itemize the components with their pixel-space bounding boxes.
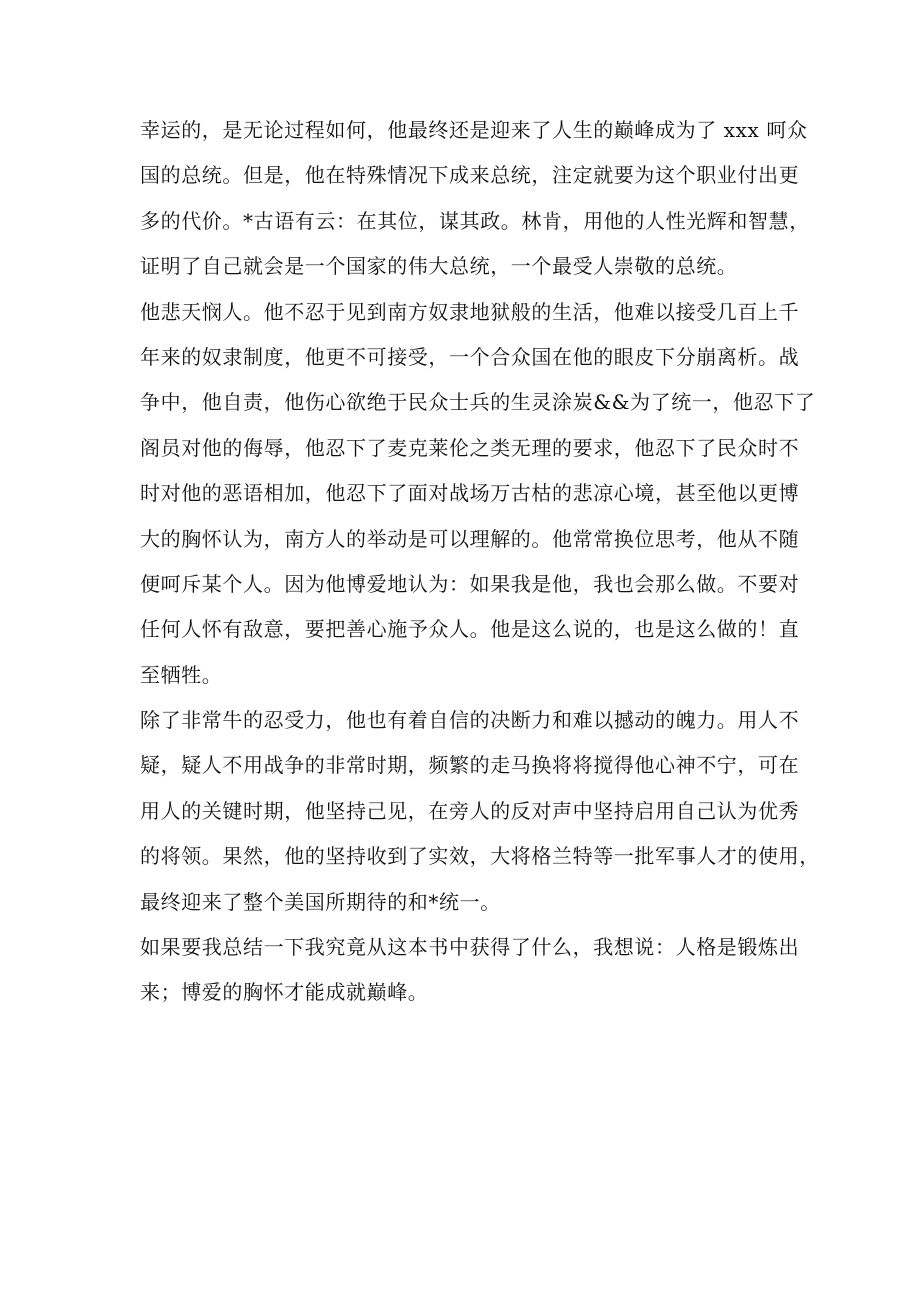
text-line: 国的总统。但是，他在特殊情况下成来总统，注定就要为这个职业付出更 — [140, 163, 800, 188]
text-line: 阁员对他的侮辱，他忍下了麦克莱伦之类无理的要求，他忍下了民众时不 — [140, 435, 800, 460]
text-line: 证明了自己就会是一个国家的伟大总统，一个最受人崇敬的总统。 — [140, 254, 738, 279]
text-line: 时对他的恶语相加，他忍下了面对战场万古枯的悲凉心境，甚至他以更博 — [140, 481, 800, 506]
text-line: 来；博爱的胸怀才能成就巅峰。 — [140, 980, 429, 1005]
text-line: 的将领。果然，他的坚持收到了实效，大将格兰特等一批军事人才的使用， — [140, 844, 820, 869]
text-line: 争中，他自责，他伤心欲绝于民众士兵的生灵涂炭&&为了统一，他忍下了 — [140, 390, 816, 415]
text-line: 任何人怀有敌意，要把善心施予众人。他是这么说的，也是这么做的！直 — [140, 617, 800, 642]
text-line: 幸运的，是无论过程如何，他最终还是迎来了人生的巅峰成为了 xxx 呵众 — [140, 118, 808, 142]
text-line: 他悲天悯人。他不忍于见到南方奴隶地狱般的生活，他难以接受几百上千 — [140, 299, 800, 324]
text-line: 用人的关键时期，他坚持己见，在旁人的反对声中坚持启用自己认为优秀 — [140, 798, 800, 823]
text-line: 最终迎来了整个美国所期待的和*统一。 — [140, 889, 501, 914]
paragraph-4 — [140, 925, 800, 1016]
document-body — [140, 108, 820, 1016]
text-line: 疑，疑人不用战争的非常时期，频繁的走马换将将搅得他心神不宁，可在 — [140, 753, 800, 778]
paragraph-1 — [140, 108, 810, 290]
text-line: 至牺牲。 — [140, 662, 223, 687]
text-line: 如果要我总结一下我究竟从这本书中获得了什么，我想说：人格是锻炼出 — [140, 935, 800, 960]
paragraph-2 — [140, 290, 816, 699]
paragraph-3 — [140, 698, 820, 925]
text-line: 年来的奴隶制度，他更不可接受，一个合众国在他的眼皮下分崩离析。战 — [140, 344, 800, 369]
text-line: 多的代价。*古语有云：在其位，谋其政。林肯，用他的人性光辉和智慧， — [140, 208, 810, 233]
text-line: 便呵斥某个人。因为他博爱地认为：如果我是他，我也会那么做。不要对 — [140, 571, 800, 596]
text-line: 除了非常牛的忍受力，他也有着自信的决断力和难以撼动的魄力。用人不 — [140, 708, 800, 733]
text-line: 大的胸怀认为，南方人的举动是可以理解的。他常常换位思考，他从不随 — [140, 526, 800, 551]
